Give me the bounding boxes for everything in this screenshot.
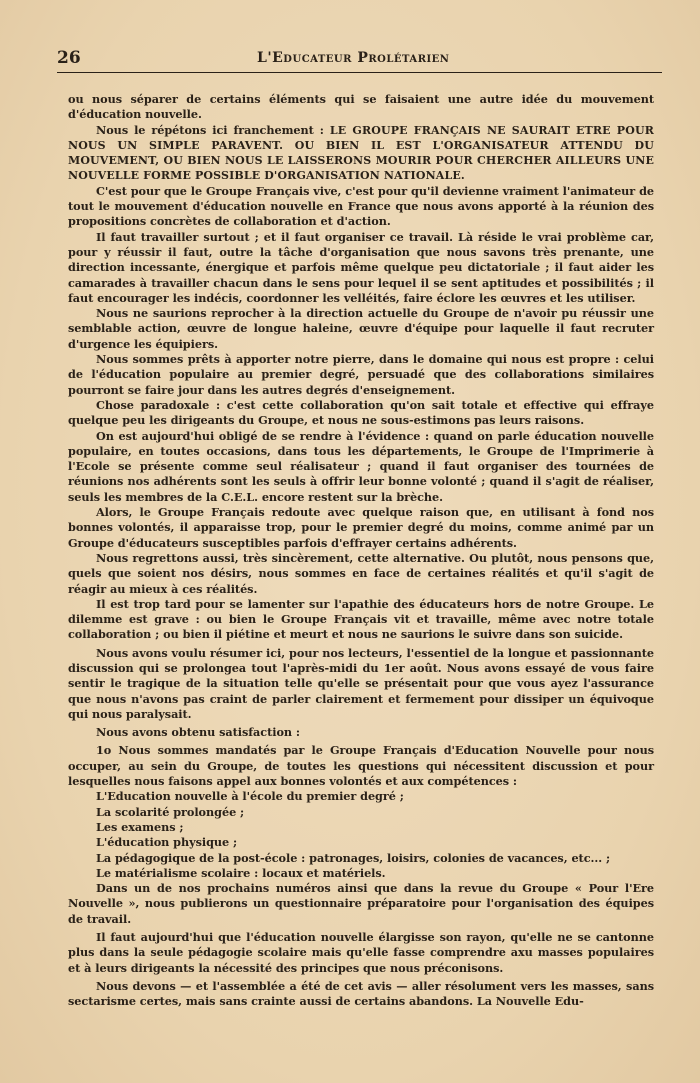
paragraph: 1o Nous sommes mandatés par le Groupe Français d'Education Nouvelle pour nous occuper, au sein du Groupe, de toutes les questions qui nécessitent discussion et pour lesquelles nous faisons appel aux bonnes volontés et aux compétences : [68,743,654,789]
date-ordinal: 1er [383,660,405,675]
paragraph-part: août. Nous avons essayé de vous faire sentir le tragique de la situation telle qu'elle se présentait pour que vous ayez l'assurance que nous n'avons pas craint de parler clairement et fermement pour dissiper un équivoque qui nous paralysait. [68,660,654,721]
paragraph: Dans un de nos prochains numéros ainsi que dans la revue du Groupe « Pour l'Ere Nouvelle », nous publierons un questionnaire préparatoire pour l'organisation des équipes de travail. [68,881,654,926]
paragraph: Nous regrettons aussi, très sincèrement, cette alternative. Ou plutôt, nous pensons que, quels que soient nos désirs, nous sommes en face de certaines réalités et qu'il s'agit de réagir au mieux à ces réalités. [68,550,654,596]
list-item: L'Education nouvelle à l'école du premier degré ; [96,789,404,804]
journal-title: L'Educateur Prolétarien [257,50,450,66]
paragraph-intro: Nous le répétons ici franchement : [96,122,324,137]
paragraph: Alors, le Groupe Français redoute avec quelque raison que, en utilisant à fond nos bonnes volontés, il apparaisse trop, pour le premier degré du moins, comme animé par un Groupe d'éducateurs susceptibles parfois d'effrayer certains adhérents. [68,505,654,550]
page-number: 26 [57,48,81,68]
paragraph: Il faut travailler surtout ; et il faut organiser ce travail. Là réside le vrai problème car, pour y réussir il faut, outre la tâche d'organisation que nous savons très prenante, une direction incessante, énergique et parfois même quelque peu dictatoriale ; il faut aider les camarades à travailler chacun dans le sens pour lequel il se sent aptitudes et possibilités ; il faut encourager les indécis, coordonner les velléités, faire éclore les œuvres et les utiliser. [68,229,654,305]
paragraph: Il est trop tard pour se lamenter sur l'apathie des éducateurs hors de notre Groupe. Le dilemme est grave : ou bien le Groupe Français vit et travaille, même avec notre totale collaboration ; ou bien il piétine et meurt et nous ne saurions le suivre dans son suicide. [68,596,654,642]
paragraph: Nous sommes prêts à apporter notre pierre, dans le domaine qui nous est propre : celui de l'éducation populaire au premier degré, persuadé que des collaborations similaires pourront se faire jour dans les autres degrés d'enseignement. [68,352,654,397]
paragraph: Nous ne saurions reprocher à la direction actuelle du Groupe de n'avoir pu réussir une semblable action, œuvre de longue haleine, œuvre d'équipe pour laquelle il faut recruter d'urgence les équipiers. [68,306,654,351]
paragraph [68,646,654,722]
paragraph: Chose paradoxale : c'est cette collaboration qu'on sait totale et effective qui effraye quelque peu les dirigeants du Groupe, et nous ne sous-estimons pas leurs raisons. [68,397,654,428]
paragraph: Nous avons obtenu satisfaction : [96,725,301,740]
list-item: Le matérialisme scolaire : locaux et matériels. [96,865,386,880]
list-item: La pédagogique de la post-école : patronages, loisirs, colonies de vacances, etc... ; [96,850,611,865]
paragraph: C'est pour que le Groupe Français vive, c'est pour qu'il devienne vraiment l'animateur de tout le mouvement d'éducation nouvelle en France que nous avons apporté à la réunion des propositions concrètes de collaboration et d'action. [68,183,654,229]
page-header [57,46,662,73]
paragraph-part: Nous avons voulu résumer ici, pour nos lecteurs, l'essentiel de la longue et passionnante discussion qui se prolongea tout l'après-midi du [68,645,654,675]
list-item: La scolarité prolongée ; [96,804,245,819]
list-item: Les examens ; [96,819,184,834]
paragraph [68,123,654,184]
paragraph: On est aujourd'hui obligé de se rendre à l'évidence : quand on parle éducation nouvelle populaire, en toutes occasions, dans tous les départements, le Groupe de l'Imprimerie à l'Ecole se présente comme seul réalisateur ; quand il faut organiser des tournées de réunions nos adhérents sont les seuls à offrir leur bonne volonté ; quand il s'agit de réaliser, seuls les membres de la C.E.L. encore restent sur la brèche. [68,428,654,504]
paragraph: ou nous séparer de certains éléments qui se faisaient une autre idée du mouvement d'éducation nouvelle. [68,92,654,122]
paragraph: Il faut aujourd'hui que l'éducation nouvelle élargisse son rayon, qu'elle ne se cantonne plus dans la seule pédagogie scolaire mais qu'elle fasse comprendre axu masses populaires et à leurs dirigeants la nécessité des principes que nous préconisons. [68,930,654,975]
emphasized-statement: LE GROUPE FRANÇAIS NE SAURAIT ETRE POUR NOUS UN SIMPLE PARAVENT. OU BIEN IL EST L'ORGANISATEUR ATTENDU DU MOUVEMENT, OU BIEN NOUS LE LAISSERONS MOURIR POUR CHERCHER AILLEURS UNE NOUVELLE FORME POSSIBLE D'ORGANISATION NATIONALE. [68,123,654,183]
paragraph: Nous devons — et l'assemblée a été de cet avis — aller résolument vers les masses, sans sectarisme certes, mais sans crainte aussi de certains abandons. La Nouvelle Edu- [68,978,654,1009]
list-item: L'éducation physique ; [96,835,238,850]
article-body [68,92,654,1010]
